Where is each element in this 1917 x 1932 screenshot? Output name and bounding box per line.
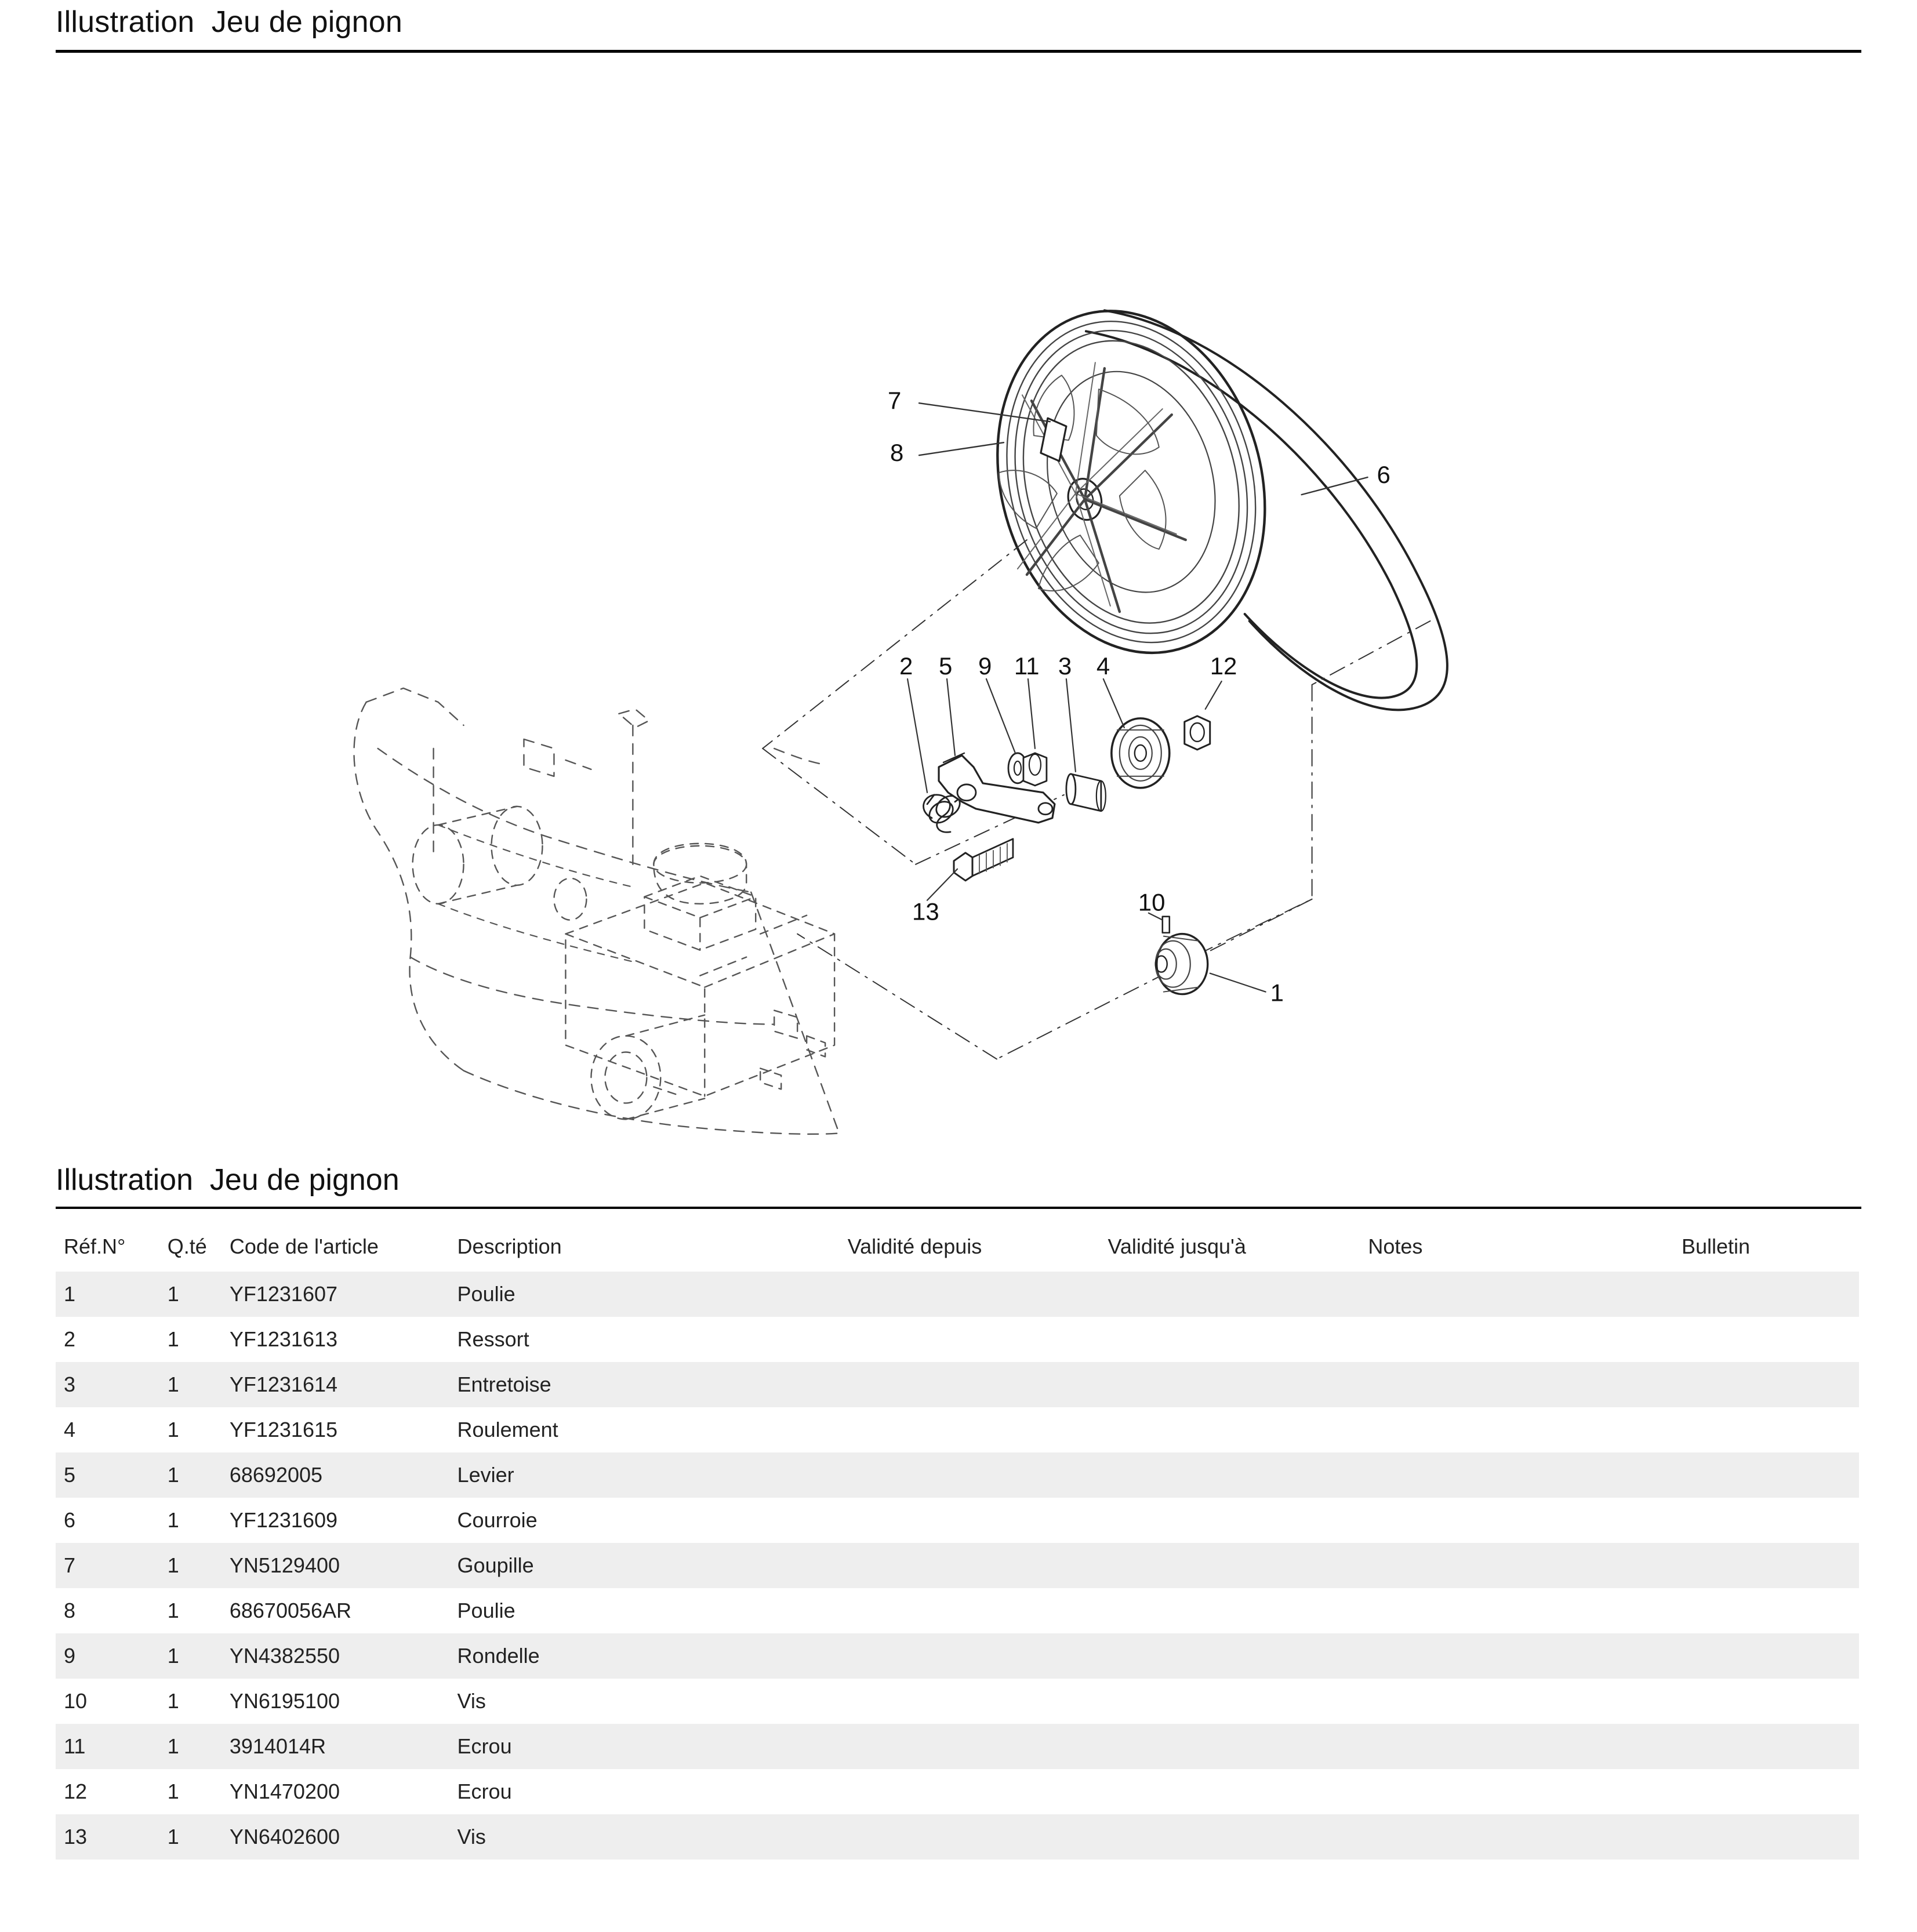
table-row[interactable]	[56, 1317, 1859, 1362]
cell-bulletin	[1682, 1543, 1859, 1588]
cell-ref: 10	[64, 1689, 88, 1713]
cell-ref: 4	[64, 1418, 76, 1441]
cell-ref: 6	[64, 1508, 76, 1532]
cell-code: YF1231615	[229, 1418, 338, 1441]
cell-from	[848, 1814, 1108, 1860]
cell-bulletin	[1682, 1588, 1859, 1633]
cell-notes	[1368, 1769, 1682, 1814]
cell-desc: Levier	[457, 1463, 514, 1487]
cell-notes	[1368, 1272, 1682, 1317]
cell-until	[1108, 1588, 1368, 1633]
cell-qty: 1	[167, 1372, 179, 1396]
cell-from	[848, 1452, 1108, 1498]
cell-ref: 7	[64, 1553, 76, 1577]
cell-ref: 8	[64, 1599, 76, 1622]
cell-notes	[1368, 1498, 1682, 1543]
cell-ref: 12	[64, 1780, 88, 1803]
table-row[interactable]	[56, 1679, 1859, 1724]
table-row[interactable]	[56, 1272, 1859, 1317]
cell-from	[848, 1724, 1108, 1769]
cell-desc: Ressort	[457, 1327, 529, 1351]
callout-2: 2	[899, 652, 913, 680]
cell-bulletin	[1682, 1317, 1859, 1362]
cell-until	[1108, 1769, 1368, 1814]
caption-divider	[56, 1207, 1861, 1209]
column-header-until: Validité jusqu'à	[1108, 1234, 1246, 1258]
cell-desc: Vis	[457, 1689, 486, 1713]
cell-ref: 2	[64, 1327, 76, 1351]
cell-code: 68692005	[229, 1463, 323, 1487]
parts-table	[56, 1224, 1859, 1860]
cell-until	[1108, 1724, 1368, 1769]
cell-ref: 11	[64, 1734, 86, 1758]
callout-13: 13	[912, 898, 939, 925]
cell-qty: 1	[167, 1418, 179, 1441]
cell-desc: Poulie	[457, 1282, 515, 1306]
column-header-code: Code de l'article	[229, 1234, 379, 1258]
cell-qty: 1	[167, 1734, 179, 1758]
callout-1: 1	[1270, 979, 1284, 1007]
cell-code: 68670056AR	[229, 1599, 352, 1622]
cell-qty: 1	[167, 1327, 179, 1351]
cell-notes	[1368, 1724, 1682, 1769]
cell-desc: Goupille	[457, 1553, 534, 1577]
cell-ref: 9	[64, 1644, 76, 1668]
table-row[interactable]	[56, 1407, 1859, 1452]
cell-qty: 1	[167, 1780, 179, 1803]
cell-notes	[1368, 1317, 1682, 1362]
cell-from	[848, 1769, 1108, 1814]
table-row[interactable]	[56, 1769, 1859, 1814]
cell-until	[1108, 1679, 1368, 1724]
column-header-notes: Notes	[1368, 1234, 1423, 1258]
table-row[interactable]	[56, 1362, 1859, 1407]
table-row[interactable]	[56, 1588, 1859, 1633]
cell-notes	[1368, 1362, 1682, 1407]
column-header-bulletin: Bulletin	[1681, 1234, 1751, 1258]
cell-from	[848, 1272, 1108, 1317]
cell-code: YF1231613	[229, 1327, 338, 1351]
cell-desc: Poulie	[457, 1599, 515, 1622]
cell-code: YF1231607	[229, 1282, 338, 1306]
cell-code: YN1470200	[229, 1780, 340, 1803]
cell-until	[1108, 1633, 1368, 1679]
column-header-ref: Réf.N°	[64, 1234, 126, 1258]
callout-12: 12	[1210, 652, 1237, 680]
cell-from	[848, 1633, 1108, 1679]
cell-code: YF1231609	[229, 1508, 338, 1532]
table-row[interactable]	[56, 1452, 1859, 1498]
exploded-view-figure	[56, 53, 1859, 1154]
cell-until	[1108, 1498, 1368, 1543]
callout-7: 7	[888, 387, 902, 415]
cell-desc: Roulement	[457, 1418, 558, 1441]
cell-qty: 1	[167, 1282, 179, 1306]
cell-notes	[1368, 1452, 1682, 1498]
cell-ref: 3	[64, 1372, 76, 1396]
cell-bulletin	[1682, 1633, 1859, 1679]
callout-9: 9	[978, 652, 992, 680]
cell-code: YN6402600	[229, 1825, 340, 1849]
cell-until	[1108, 1407, 1368, 1452]
cell-notes	[1368, 1633, 1682, 1679]
cell-desc: Vis	[457, 1825, 486, 1849]
cell-from	[848, 1588, 1108, 1633]
cell-notes	[1368, 1407, 1682, 1452]
cell-bulletin	[1682, 1452, 1859, 1498]
cell-from	[848, 1317, 1108, 1362]
cell-qty: 1	[167, 1553, 179, 1577]
callout-8: 8	[890, 439, 904, 467]
cell-bulletin	[1682, 1362, 1859, 1407]
callout-10: 10	[1138, 888, 1166, 916]
cell-bulletin	[1682, 1407, 1859, 1452]
cell-bulletin	[1682, 1814, 1859, 1860]
cell-bulletin	[1682, 1724, 1859, 1769]
table-row[interactable]	[56, 1498, 1859, 1543]
cell-code: YN4382550	[229, 1644, 340, 1668]
cell-from	[848, 1498, 1108, 1543]
cell-from	[848, 1362, 1108, 1407]
cell-from	[848, 1679, 1108, 1724]
cell-code: YN5129400	[229, 1553, 340, 1577]
cell-until	[1108, 1814, 1368, 1860]
cell-qty: 1	[167, 1463, 179, 1487]
cell-ref: 5	[64, 1463, 76, 1487]
cell-from	[848, 1543, 1108, 1588]
cell-qty: 1	[167, 1599, 179, 1622]
cell-from	[848, 1407, 1108, 1452]
cell-until	[1108, 1543, 1368, 1588]
cell-qty: 1	[167, 1644, 179, 1668]
cell-notes	[1368, 1543, 1682, 1588]
cell-desc: Courroie	[457, 1508, 538, 1532]
cell-notes	[1368, 1679, 1682, 1724]
cell-desc: Ecrou	[457, 1734, 512, 1758]
cell-until	[1108, 1452, 1368, 1498]
cell-bulletin	[1682, 1498, 1859, 1543]
cell-qty: 1	[167, 1825, 179, 1849]
cell-bulletin	[1682, 1272, 1859, 1317]
figure-caption: Illustration Jeu de pignon	[56, 1163, 400, 1197]
cell-code: YN6195100	[229, 1689, 340, 1713]
column-header-qty: Q.té	[167, 1234, 207, 1258]
table-row[interactable]	[56, 1724, 1859, 1769]
cell-qty: 1	[167, 1689, 179, 1713]
callout-4: 4	[1096, 652, 1110, 680]
cell-notes	[1368, 1588, 1682, 1633]
cell-qty: 1	[167, 1508, 179, 1532]
cell-until	[1108, 1362, 1368, 1407]
cell-until	[1108, 1317, 1368, 1362]
column-header-desc: Description	[457, 1234, 562, 1258]
callout-3: 3	[1058, 652, 1072, 680]
cell-code: 3914014R	[229, 1734, 326, 1758]
table-row[interactable]	[56, 1633, 1859, 1679]
cell-until	[1108, 1272, 1368, 1317]
cell-desc: Entretoise	[457, 1372, 551, 1396]
cell-ref: 13	[64, 1825, 88, 1849]
cell-desc: Ecrou	[457, 1780, 512, 1803]
column-header-from: Validité depuis	[847, 1234, 982, 1258]
table-row[interactable]	[56, 1814, 1859, 1860]
cell-desc: Rondelle	[457, 1644, 540, 1668]
page-title: Illustration Jeu de pignon	[56, 5, 403, 39]
cell-bulletin	[1682, 1679, 1859, 1724]
cell-notes	[1368, 1814, 1682, 1860]
callout-6: 6	[1377, 461, 1390, 489]
table-header-row	[56, 1224, 1859, 1272]
callout-5: 5	[939, 652, 953, 680]
table-row[interactable]	[56, 1543, 1859, 1588]
cell-ref: 1	[64, 1282, 76, 1306]
callout-11: 11	[1014, 652, 1040, 680]
cell-bulletin	[1682, 1769, 1859, 1814]
cell-code: YF1231614	[229, 1372, 338, 1396]
